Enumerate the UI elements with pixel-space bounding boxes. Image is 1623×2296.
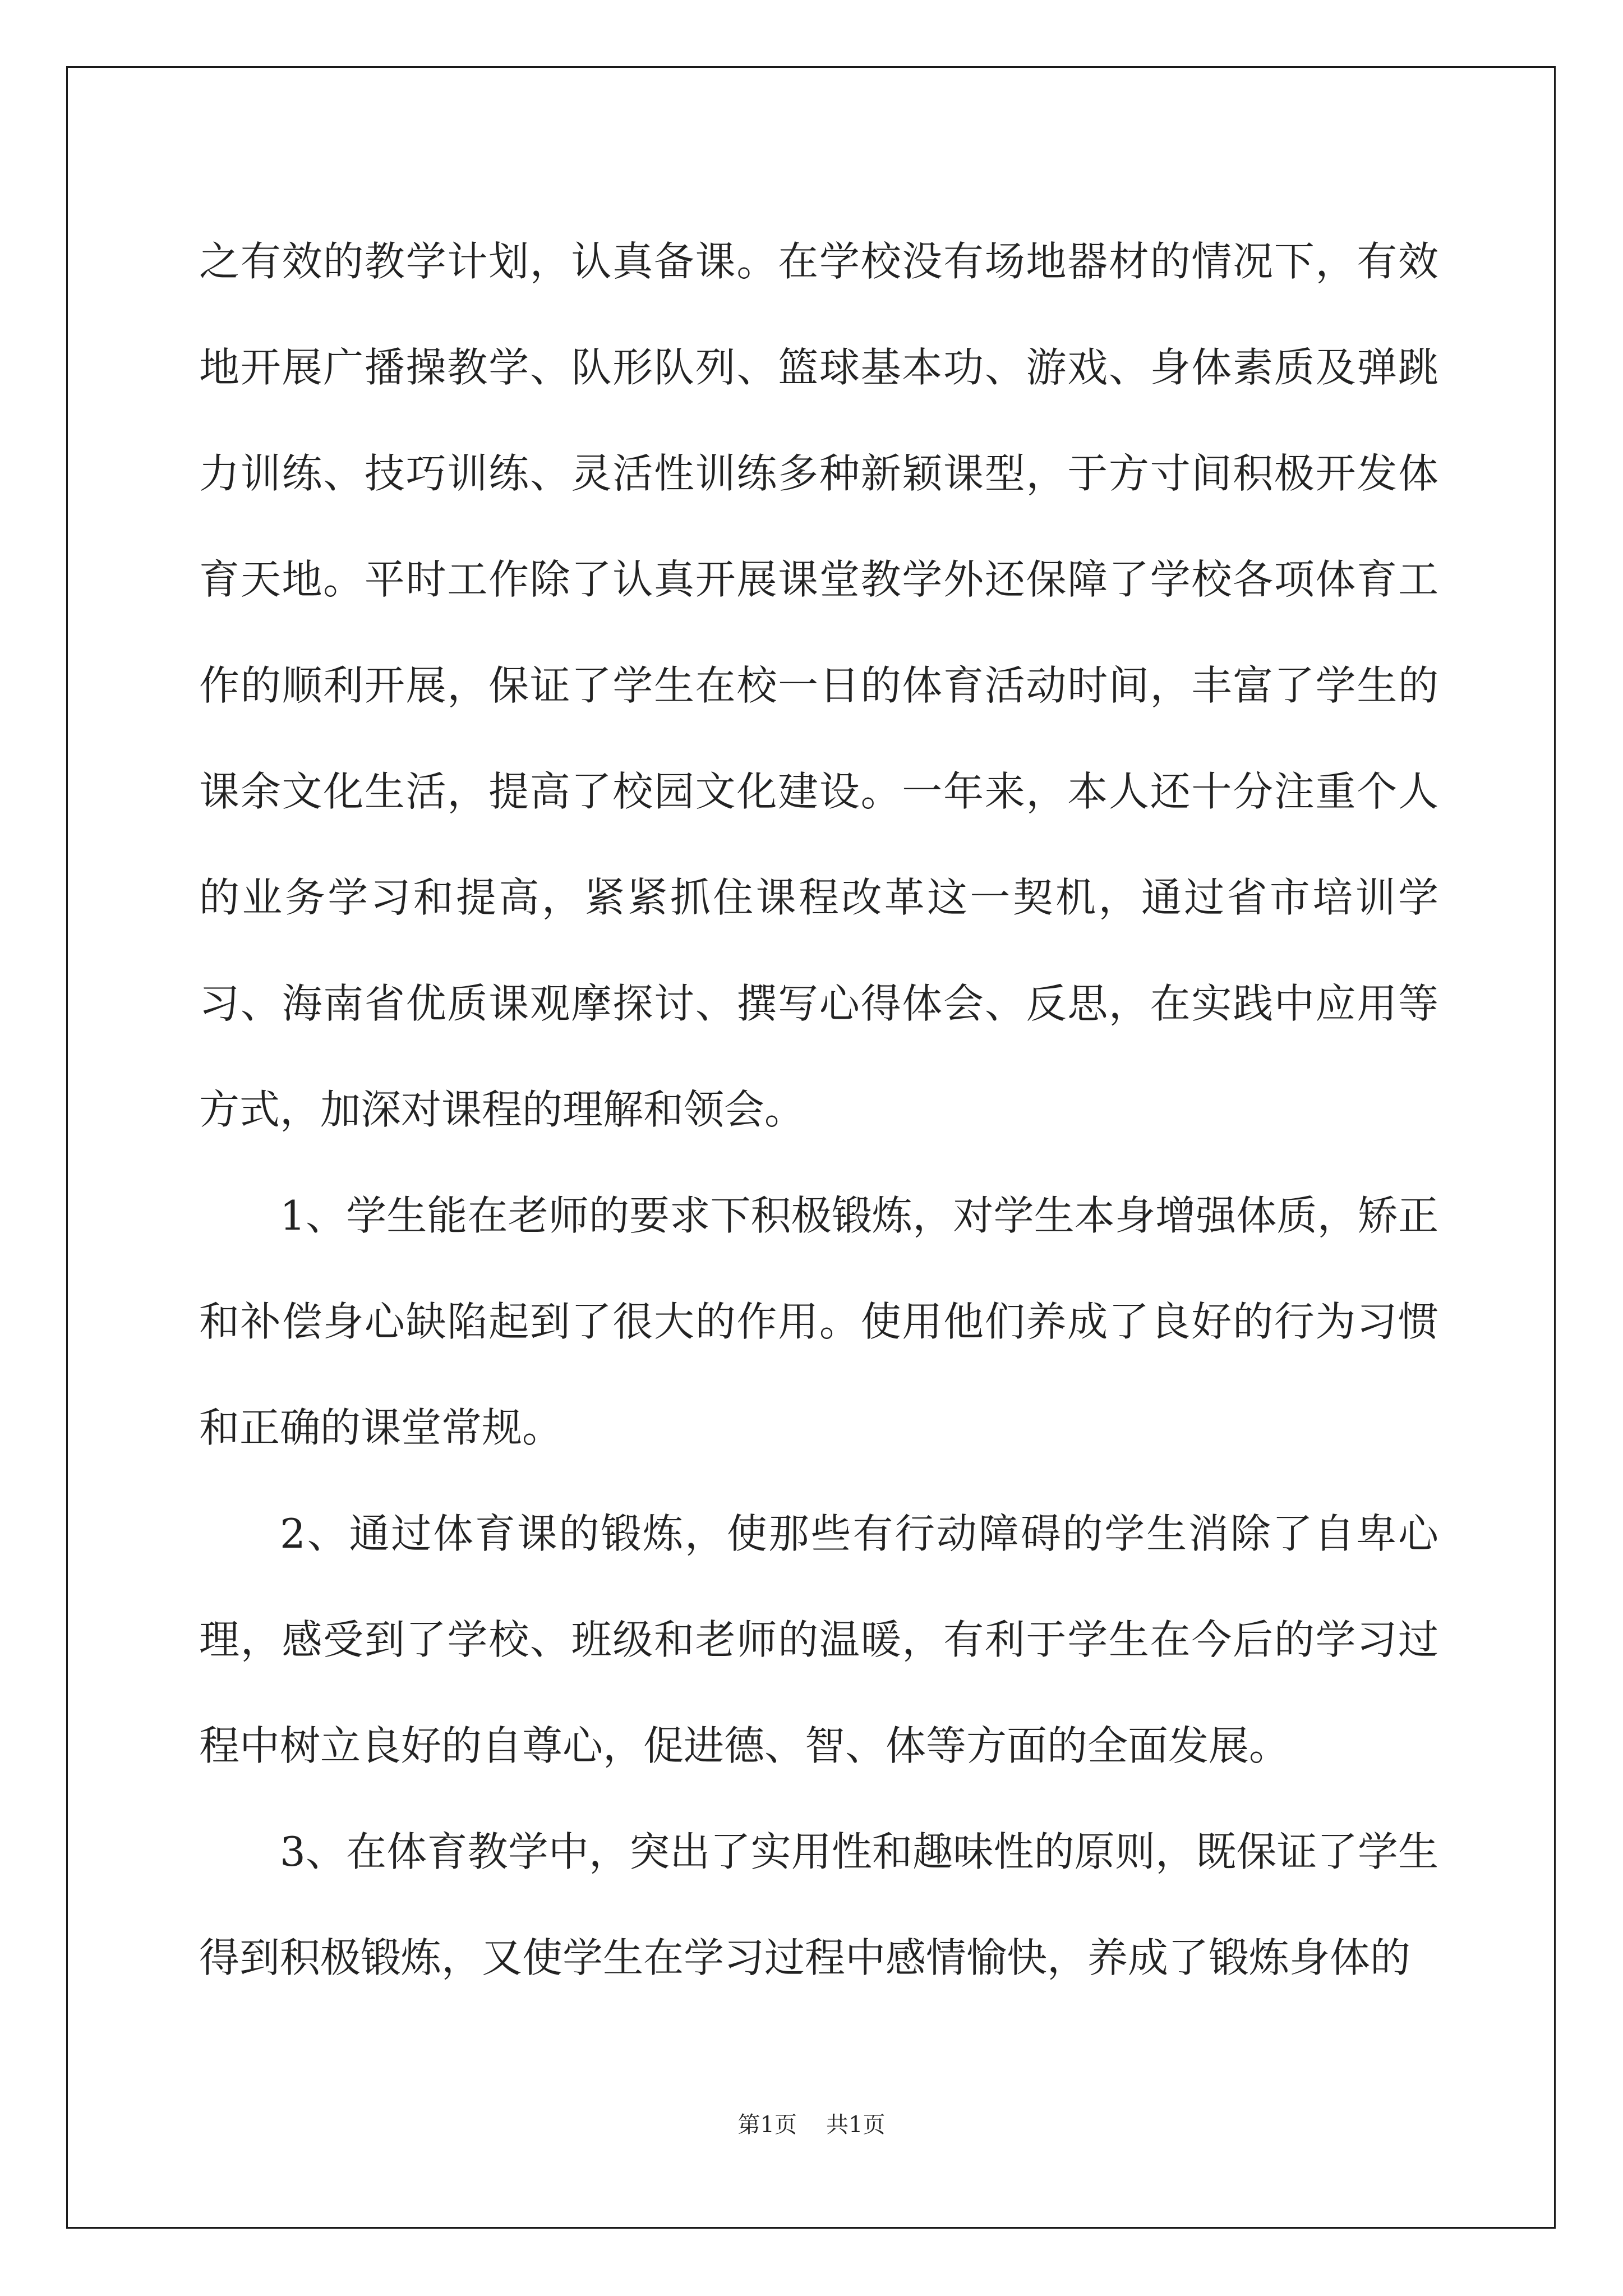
paragraph-item-3: 3、在体育教学中，突出了实用性和趣味性的原则，既保证了学生得到积极锻炼，又使学生在学习过程中感情愉快，养成了锻炼身体的 [199, 1828, 1438, 1981]
page-number: 第1页 [737, 2112, 797, 2138]
paragraph-item-1: 1、学生能在老师的要求下积极锻炼，对学生本身增强体质，矫正和补偿身心缺陷起到了很大的作用。使用他们养成了良好的行为习惯和正确的课堂常规。 [199, 1192, 1438, 1451]
page-footer [0, 2110, 1623, 2139]
document-body [199, 209, 1438, 2011]
page-total: 共1页 [826, 2112, 886, 2138]
paragraph-item-2: 2、通过体育课的锻炼，使那些有行动障碍的学生消除了自卑心理，感受到了学校、班级和老师的温暖，有利于学生在今后的学习过程中树立良好的自尊心，促进德、智、体等方面的全面发展。 [199, 1510, 1438, 1769]
paragraph-continuation: 之有效的教学计划，认真备课。在学校没有场地器材的情况下，有效地开展广播操教学、队形队列、篮球基本功、游戏、身体素质及弹跳力训练、技巧训练、灵活性训练多种新颖课型，于方寸间积极开发体育天地。平时工作除了认真开展课堂教学外还保障了学校各项体育工作的顺利开展，保证了学生在校一日的体育活动时间，丰富了学生的课余文化生活，提高了校园文化建设。一年来，本人还十分注重个人的业务学习和提高，紧紧抓住课程改革这一契机，通过省市培训学习、海南省优质课观摩探讨、撰写心得体会、反思，在实践中应用等方式，加深对课程的理解和领会。 [199, 238, 1438, 1133]
